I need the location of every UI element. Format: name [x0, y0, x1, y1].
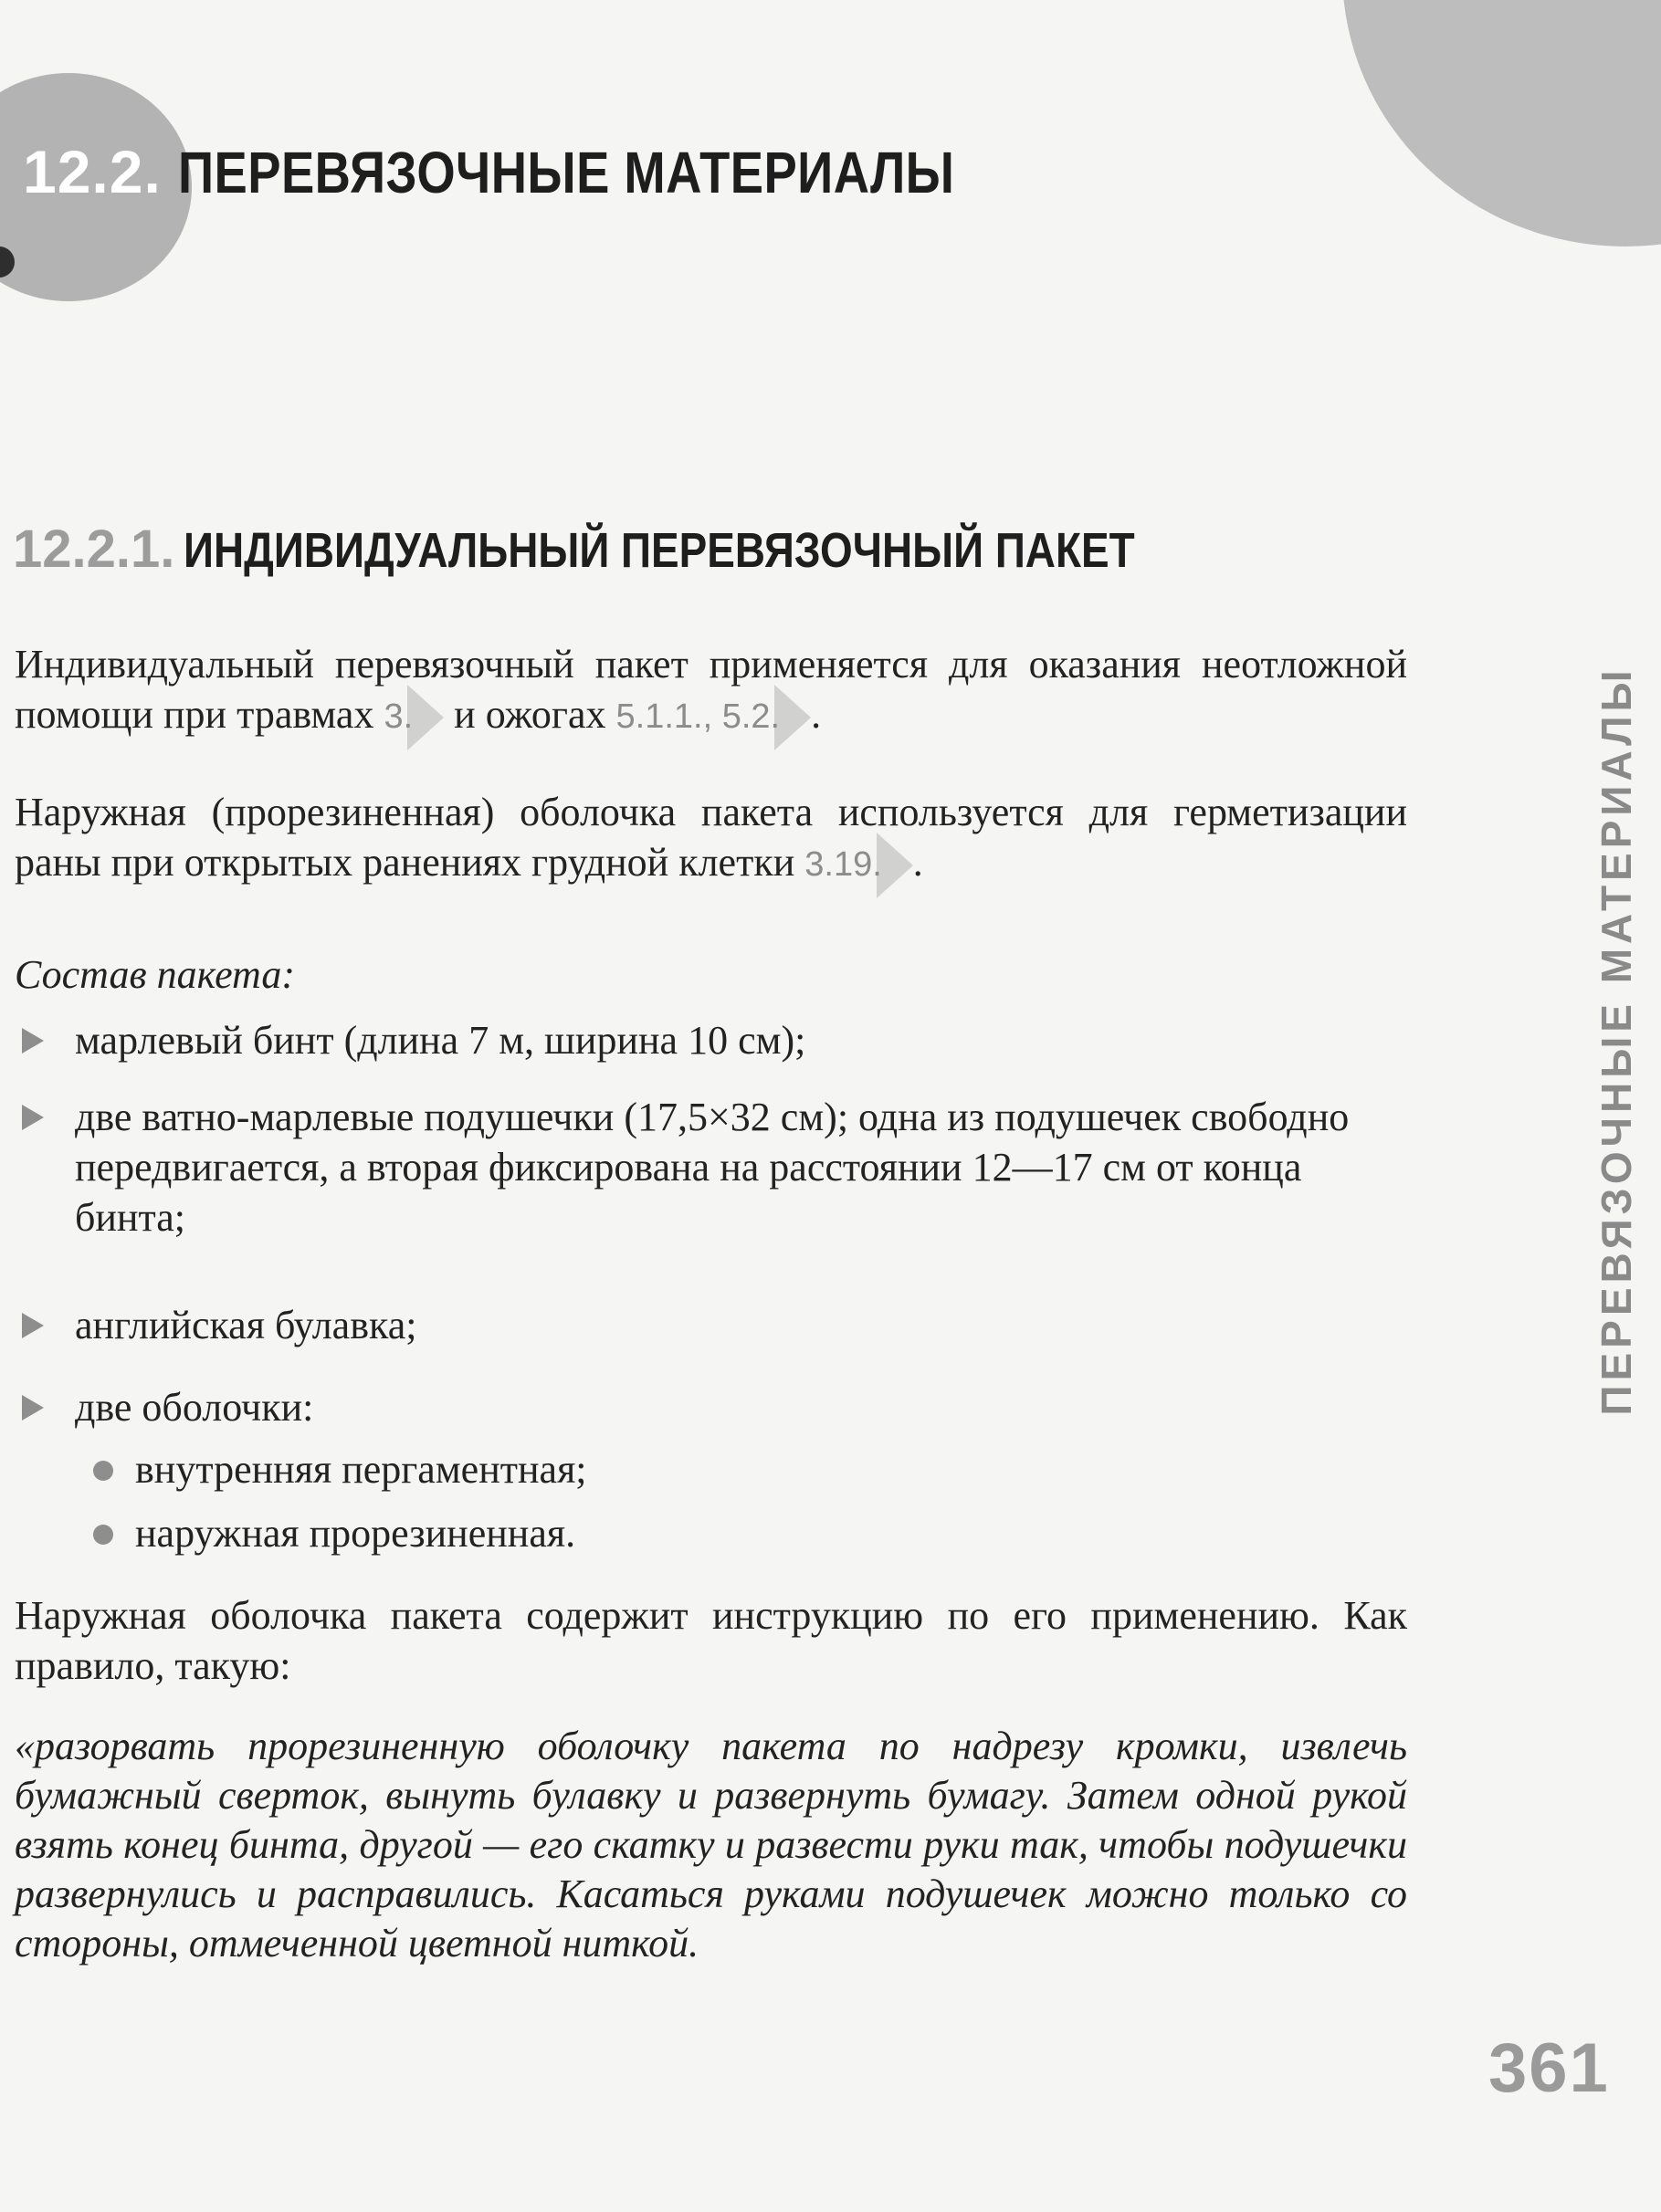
composition-list: [15, 1300, 1407, 1350]
circle-bullet-icon: [93, 1525, 113, 1545]
sub-list-item: внутренняя пергаментная;: [15, 1444, 1407, 1494]
sub-list: [15, 1444, 1407, 1494]
list-item: две ватно-марлевые подушечки (17,5×32 см); одна из подушечек свободно передвигается, а вторая фиксирована на расстоянии 12—17 см от конца бинта;: [15, 1092, 1366, 1242]
composition-label: Состав пакета:: [15, 952, 295, 997]
section-heading: [23, 137, 1091, 206]
side-chapter-label: ПЕРЕВЯЗОЧНЫЕ МАТЕРИАЛЫ: [1593, 666, 1640, 1416]
cross-reference-link[interactable]: 3.: [384, 696, 444, 739]
intro-text-1: Индивидуальный перевязочный пакет применяется для оказания неотложной помощи при травмах: [15, 642, 1407, 737]
corner-decoration: [1342, 0, 1661, 246]
section-number: 12.2.: [23, 138, 162, 205]
instruction-quote: «разорвать прорезиненную оболочку пакета по надрезу кромки, извлечь бумажный сверток, вынуть булавку и развернуть бумагу. Затем одной рукой взять конец бинта, другой — его скатку и развести руки так, чтобы подушечки развернулись и расправились. Касаться руками подушечек можно только со стороны, отмеченной цветной ниткой.: [15, 1724, 1407, 1966]
subsection-heading: [13, 519, 1303, 580]
hermetization-paragraph: Наружная (прорезиненная) оболочка пакета используется для герметизации раны при открытых ранениях грудной клетки 3.19. .: [15, 787, 1407, 887]
composition-list: [15, 1015, 1407, 1065]
sub-list-item: наружная прорезиненная.: [15, 1508, 1407, 1558]
page-number: 361: [1488, 2029, 1610, 2107]
circle-bullet-icon: [93, 1461, 113, 1481]
list-item: английская булавка;: [15, 1300, 1407, 1350]
list-item: две оболочки:: [15, 1382, 1407, 1432]
instruction-intro: Наружная оболочка пакета содержит инструкцию по его применению. Как правило, такую:: [15, 1593, 1407, 1688]
list-item: марлевый бинт (длина 7 м, ширина 10 см);: [15, 1015, 1407, 1065]
arrow-icon: [407, 685, 444, 750]
intro-paragraph: Индивидуальный перевязочный пакет применяется для оказания неотложной помощи при травмах 3. и ожогах 5.1.1., 5.2. .: [15, 639, 1407, 739]
intro-text-2: и ожогах: [444, 692, 616, 737]
triangle-bullet-icon: [22, 1028, 44, 1054]
cross-reference-link[interactable]: 5.1.1., 5.2.: [616, 696, 812, 739]
subsection-number: 12.2.1.: [13, 519, 175, 579]
triangle-bullet-icon: [22, 1105, 44, 1130]
composition-list: [15, 1382, 1407, 1432]
subsection-title: ИНДИВИДУАЛЬНЫЙ ПЕРЕВЯЗОЧНЫЙ ПАКЕТ: [184, 523, 1136, 578]
section-title: ПЕРЕВЯЗОЧНЫЕ МАТЕРИАЛЫ: [177, 140, 955, 205]
para2-text: Наружная (прорезиненная) оболочка пакета используется для герметизации раны при открытых ранениях грудной клетки: [15, 790, 1407, 885]
triangle-bullet-icon: [22, 1313, 44, 1338]
arrow-icon: [774, 685, 811, 750]
cross-reference-link[interactable]: 3.19.: [804, 844, 913, 887]
triangle-bullet-icon: [22, 1395, 44, 1421]
composition-list: [15, 1092, 1366, 1242]
sub-list: [15, 1508, 1407, 1558]
